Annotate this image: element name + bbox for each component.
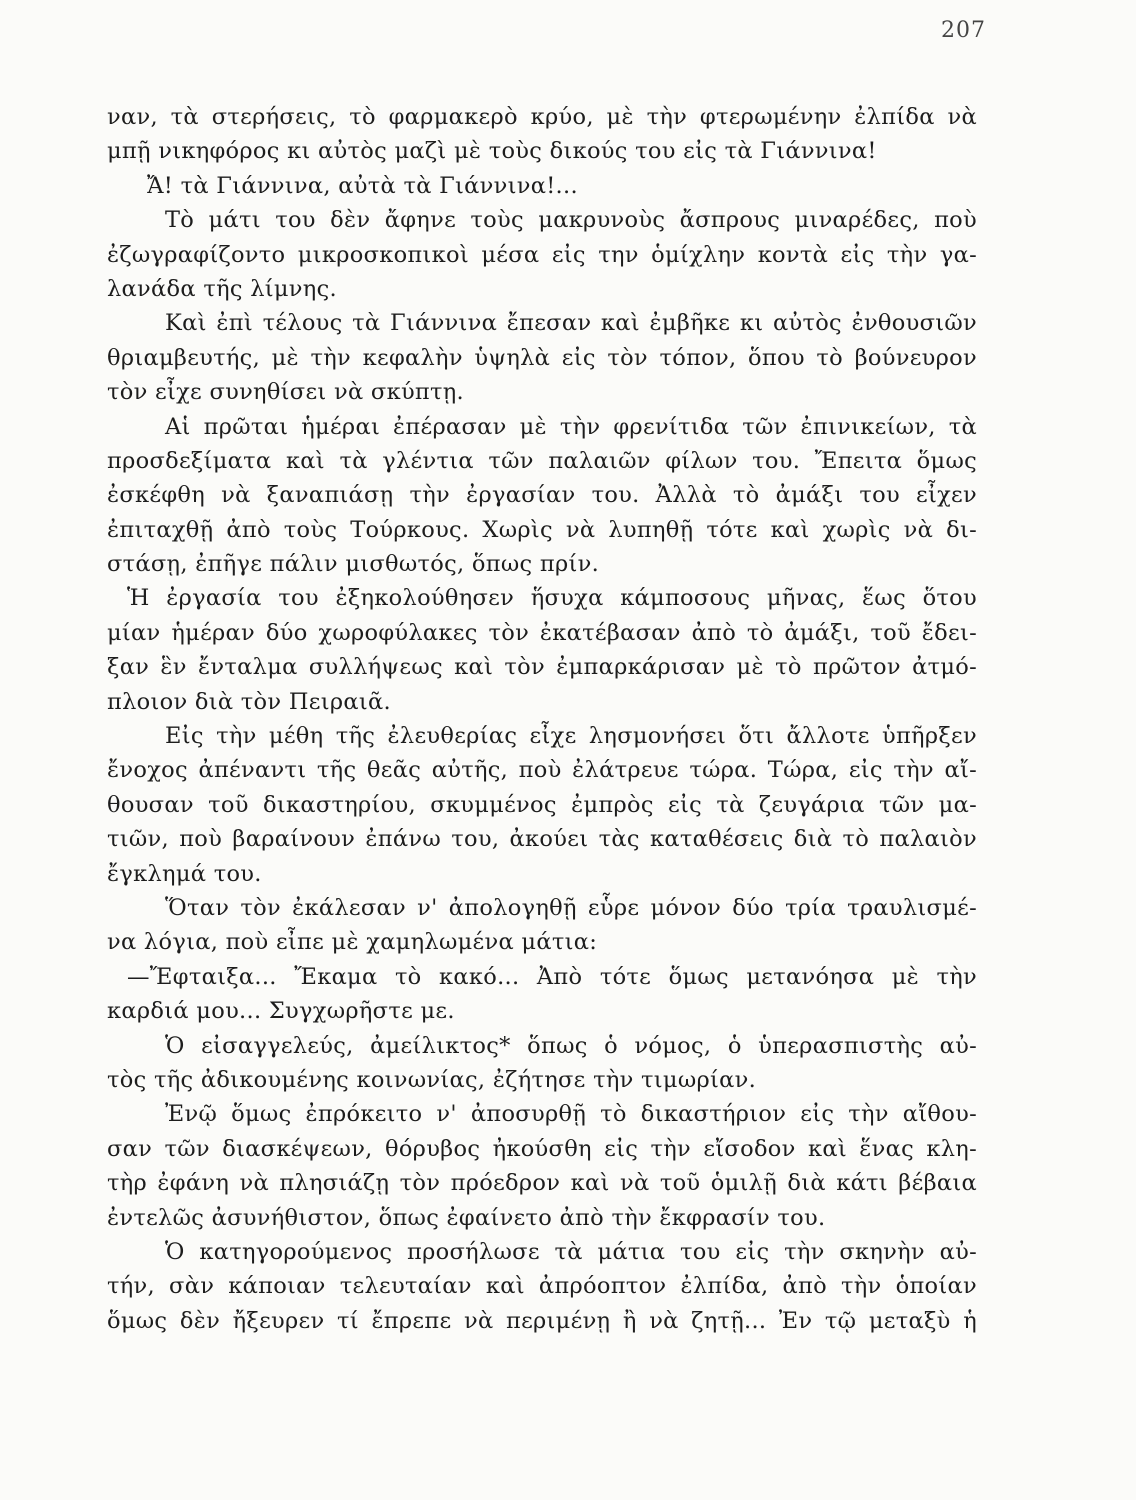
text-line: ἔνοχος ἀπέναντι τῆς θεᾶς αὐτῆς, ποὺ ἐλάτρευε τώρα. Τώρα, εἰς τὴν αἴ- (107, 757, 977, 784)
text-line: στάσῃ, ἐπῆγε πάλιν μισθωτός, ὅπως πρίν. (107, 551, 600, 578)
text-line: ἐπιταχθῇ ἀπὸ τοὺς Τούρκους. Χωρὶς νὰ λυπηθῇ τότε καὶ χωρὶς νὰ δι- (107, 516, 977, 543)
text-line: μίαν ἡμέραν δύο χωροφύλακες τὸν ἐκατέβασαν ἀπὸ τὸ ἀμάξι, τοῦ ἔδει- (107, 619, 977, 646)
text-line: Τὸ μάτι του δὲν ἄφηνε τοὺς μακρυνοὺς ἄσπρους μιναρέδες, ποὺ (165, 207, 977, 234)
body-text (107, 100, 977, 1338)
text-line: Ἡ ἐργασία του ἐξηκολούθησεν ἥσυχα κάμποσους μῆνας, ἕως ὅτου (127, 585, 977, 612)
text-line: τὴρ ἐφάνη νὰ πλησιάζῃ τὸν πρόεδρον καὶ νὰ τοῦ ὁμιλῇ διὰ κάτι βέβαια (107, 1170, 977, 1197)
text-line: να λόγια, ποὺ εἶπε μὲ χαμηλωμένα μάτια: (107, 929, 598, 956)
text-line: τιῶν, ποὺ βαραίνουν ἐπάνω του, ἀκούει τὰς καταθέσεις διὰ τὸ παλαιὸν (107, 826, 977, 853)
text-line: Ὁ εἰσαγγελεύς, ἀμείλικτος* ὅπως ὁ νόμος, ὁ ὑπερασπιστὴς αὐ- (165, 1032, 977, 1059)
text-line: ἔγκλημά του. (107, 860, 262, 887)
text-line: τὸς τῆς ἀδικουμένης κοινωνίας, ἐζήτησε τὴν τιμωρίαν. (107, 1066, 757, 1093)
text-line: θουσαν τοῦ δικαστηρίου, σκυμμένος ἐμπρὸς εἰς τὰ ζευγάρια τῶν μα- (107, 791, 977, 818)
text-line: Ὁ κατηγορούμενος προσήλωσε τὰ μάτια του εἰς τὴν σκηνὴν αὐ- (165, 1238, 977, 1265)
text-line: ἐσκέφθη νὰ ξαναπιάσῃ τὴν ἐργασίαν του. Ἀλλὰ τὸ ἀμάξι του εἶχεν (107, 482, 977, 509)
text-line: σαν τῶν διασκέψεων, θόρυβος ἠκούσθη εἰς τὴν εἴσοδον καὶ ἕνας κλη- (107, 1135, 977, 1162)
page-number: 207 (941, 18, 986, 43)
text-line: Ὅταν τὸν ἐκάλεσαν ν' ἀπολογηθῇ εὗρε μόνον δύο τρία τραυλισμέ- (165, 894, 977, 921)
text-line: ἐζωγραφίζοντο μικροσκοπικοὶ μέσα εἰς την ὁμίχλην κοντὰ εἰς τὴν γα- (107, 241, 977, 268)
text-line: καρδιά μου... Συγχωρῆστε με. (107, 998, 455, 1025)
text-line: Ἄ! τὰ Γιάννινα, αὐτὰ τὰ Γιάννινα!... (147, 172, 578, 199)
text-line: πλοιον διὰ τὸν Πειραιᾶ. (107, 688, 391, 715)
text-line: ἐντελῶς ἀσυνήθιστον, ὅπως ἐφαίνετο ἀπὸ τὴν ἔκφρασίν του. (107, 1204, 826, 1231)
text-line: τήν, σὰν κάποιαν τελευταίαν καὶ ἀπρόοπτον ἐλπίδα, ἀπὸ τὴν ὁποίαν (107, 1273, 977, 1300)
text-line: Ἐνῷ ὅμως ἐπρόκειτο ν' ἀποσυρθῇ τὸ δικαστήριον εἰς τὴν αἴθου- (165, 1101, 977, 1128)
text-line: Καὶ ἐπὶ τέλους τὰ Γιάννινα ἔπεσαν καὶ ἐμβῆκε κι αὐτὸς ἐνθουσιῶν (165, 310, 977, 337)
text-line: ναν, τὰ στερήσεις, τὸ φαρμακερὸ κρύο, μὲ τὴν φτερωμένην ἐλπίδα νὰ (107, 104, 977, 130)
text-line: ξαν ἓν ἔνταλμα συλλήψεως καὶ τὸν ἐμπαρκάρισαν μὲ τὸ πρῶτον ἀτμό- (107, 654, 977, 681)
text-line: τὸν εἶχε συνηθίσει νὰ σκύπτῃ. (107, 379, 464, 406)
text-line: ὅμως δὲν ἤξευρεν τί ἔπρεπε νὰ περιμένῃ ἢ νὰ ζητῇ... Ἐν τῷ μεταξὺ ἡ (107, 1307, 977, 1334)
text-line: Αἱ πρῶται ἡμέραι ἐπέρασαν μὲ τὴν φρενίτιδα τῶν ἐπινικείων, τὰ (165, 413, 977, 440)
text-line: προσδεξίματα καὶ τὰ γλέντια τῶν παλαιῶν φίλων του. Ἔπειτα ὅμως (107, 447, 977, 474)
text-line: θριαμβευτής, μὲ τὴν κεφαλὴν ὑψηλὰ εἰς τὸν τόπον, ὅπου τὸ βούνευρον (107, 344, 977, 371)
text-line: —Ἔφταιξα... Ἔκαμα τὸ κακό... Ἀπὸ τότε ὅμως μετανόησα μὲ τὴν (127, 963, 977, 990)
text-line: μπῇ νικηφόρος κι αὐτὸς μαζὶ μὲ τοὺς δικούς του εἰς τὰ Γιάννινα! (107, 138, 877, 165)
text-line: Εἰς τὴν μέθη τῆς ἐλευθερίας εἶχε λησμονήσει ὅτι ἄλλοτε ὑπῆρξεν (165, 723, 977, 750)
text-line: λανάδα τῆς λίμνης. (107, 275, 337, 302)
